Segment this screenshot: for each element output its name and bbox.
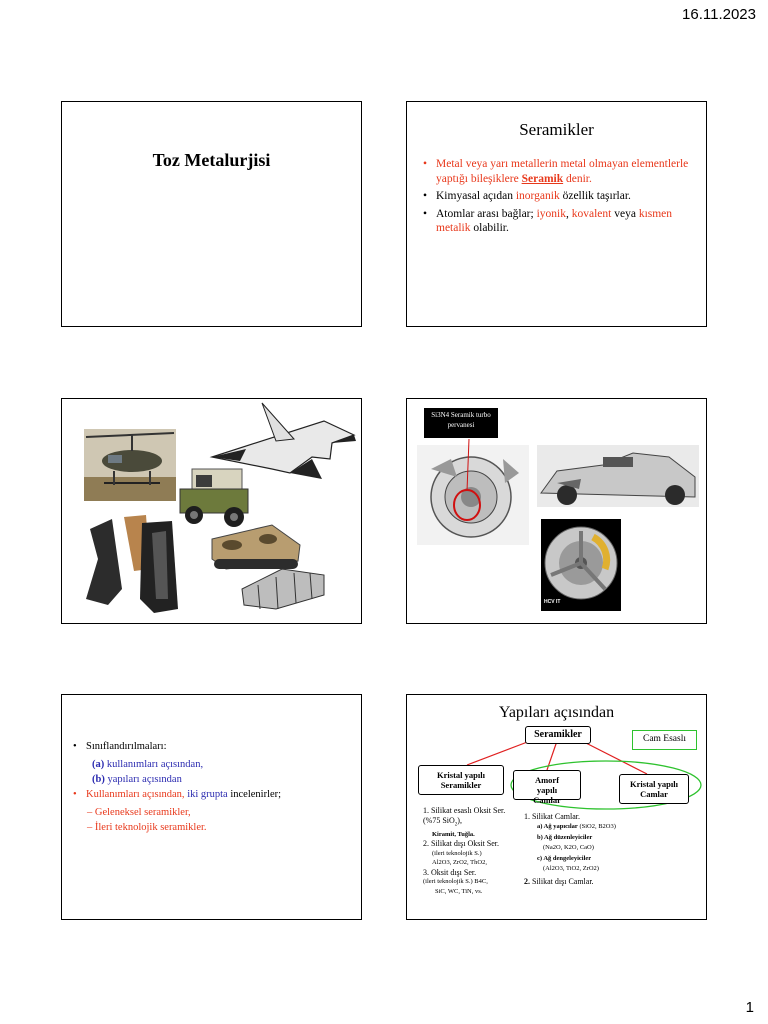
helicopter-photo <box>84 429 176 501</box>
turbocharger-photo <box>417 439 529 545</box>
bullet-item: • Atomlar arası bağlar; iyonik, kovalent veya kısmen metalik olabilir. <box>423 207 673 234</box>
applications-collage <box>62 399 362 624</box>
slide-1 <box>61 101 362 327</box>
bullet-list <box>423 157 698 239</box>
slide-title: Yapıları açısından <box>498 704 615 721</box>
slide-title: Toz Metalurjisi <box>152 150 271 170</box>
wheel-tag: HCV IT <box>544 599 561 605</box>
crystal-glass-box: Kristal yapılı Camlar <box>619 774 689 804</box>
sub-item: (b) yapıları açısından <box>92 774 182 785</box>
sub-item: (a) kullanımları açısından, <box>92 759 204 770</box>
page-number: 1 <box>745 999 754 1016</box>
crystal-ceramics-box: Kristal yapılı Seramikler <box>418 765 504 795</box>
tracked-vehicle-image <box>212 525 300 569</box>
brake-wheel-photo <box>541 519 621 611</box>
cam-esasli-box: Cam Esaslı <box>632 730 697 750</box>
classification-list <box>73 739 353 835</box>
slide-title: Seramikler <box>519 120 594 139</box>
slide-2 <box>406 101 707 327</box>
bullet-item: • Metal veya yarı metallerin metal olmayan elementlerle yaptığı bileşiklere Seramik denir. <box>423 158 689 185</box>
bullet-item: • Kullanımları açısından, iki grupta incelenirler; <box>73 789 282 800</box>
amorphous-glass-box: Amorf yapılı Camlar <box>513 770 581 800</box>
slide-6 <box>406 694 707 920</box>
slide-4 <box>406 398 707 624</box>
crystal-ceramics-list: 1. Silikat esaslı Oksit Ser. (%75 SiO$_2$), Kiramit, Tuğla. 2. Silikat dışı Oksit Ser. (ileri teknolojik S.) Al2O3, ZrO2, ThO2, 3. Oksit dışı Ser. (ileri teknolojik S.) B4C, SiC, WC, TiN, vs. <box>423 806 506 895</box>
bullet-item: • Sınıflandırılmaları: <box>73 741 167 752</box>
military-vehicle-image <box>180 469 248 527</box>
dash-item: – İleri teknolojik seramikler. <box>87 822 207 833</box>
body-armor-image <box>86 515 178 613</box>
dash-item: – Geleneksel seramikler, <box>87 807 191 818</box>
slide-5 <box>61 694 362 920</box>
race-car-photo <box>537 445 699 507</box>
print-date: 16.11.2023 <box>682 6 756 23</box>
glass-list: 1. Silikat Camlar. a) Ağ yapıcılar (SiO2, B2O3) b) Ağ düzenleyiciler (Na2O, K2O, CaO) c) Ağ dengeleyiciler (Al2O3, TiO2, ZrO2) 2. Silikat dışı Camlar. <box>524 812 616 886</box>
space-shuttle-image <box>212 403 356 479</box>
slide-3 <box>61 398 362 624</box>
root-box: Seramikler <box>525 726 591 744</box>
turbo-label: Si3N4 Seramik turbo pervanesi <box>424 408 498 438</box>
bullet-item: • Kimyasal açıdan inorganik özellik taşırlar. <box>423 190 631 202</box>
armor-panels-image <box>242 569 324 609</box>
